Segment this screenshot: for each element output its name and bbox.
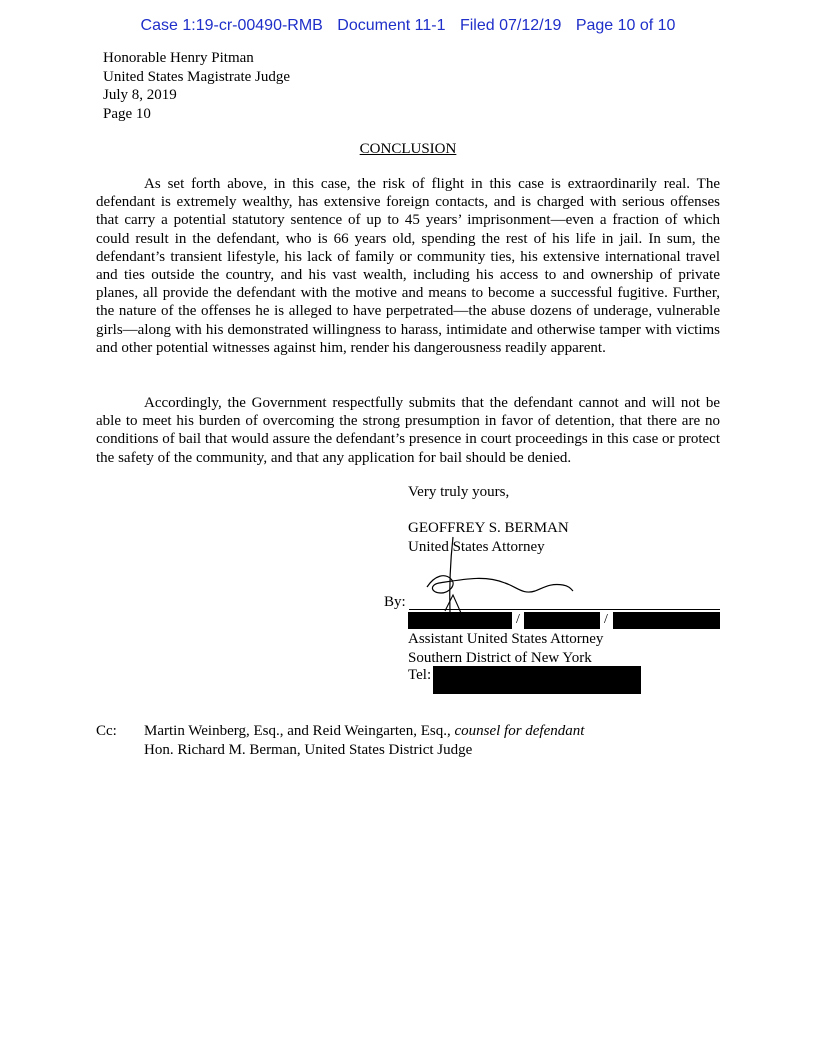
body-paragraph-1: As set forth above, in this case, the risk of flight in this case is extraordinarily real. The defendant is extremely wealthy, has extensive foreign contacts, and is charged with serious offenses that carry a potential statutory sentence of up to 45 years’ imprisonment—even a fraction of which could result in the defendant, who is 66 years old, spending the rest of his life in jail. In sum, the defendant’s transient lifestyle, his lack of family or community ties, his extensive international travel and ties outside the country, and his vast wealth, including his access to and ownership of private planes, all provide the defendant with the motive and means to become a successful fugitive. Further, the nature of the offenses he is alleged to have perpetrated—the abuse dozens of underage, vulnerable girls—along with his demonstrated willingness to harass, intimidate and otherwise tamper with victims and other potential witnesses against him, render his dangerousness readily apparent. [96, 176, 720, 356]
name-separator-2: / [604, 612, 608, 627]
addressee-block [103, 49, 290, 123]
signature-line [409, 609, 720, 610]
redaction-box-1 [408, 612, 512, 629]
name-separator-1: / [516, 612, 520, 627]
redaction-box-tel [433, 666, 641, 694]
addressee-title: United States Magistrate Judge [103, 68, 291, 85]
redaction-box-3 [613, 612, 720, 629]
section-heading: CONCLUSION [359, 141, 457, 157]
cc-recipient-1-names: Martin Weinberg, Esq., and Reid Weingarten, Esq., [144, 723, 455, 739]
signer-role: Assistant United States Attorney [408, 631, 604, 647]
page-count: Page 10 of 10 [575, 17, 676, 34]
document-number: Document 11-1 [337, 17, 446, 34]
filed-date: Filed 07/12/19 [459, 17, 562, 34]
addressee-name: Honorable Henry Pitman [103, 50, 254, 66]
cc-recipients [144, 722, 584, 760]
handwritten-signature [405, 535, 585, 615]
telephone-row [408, 667, 431, 684]
cc-recipient-1 [144, 722, 584, 741]
cc-label: Cc: [96, 723, 117, 739]
cc-recipient-2: Hon. Richard M. Berman, United States District Judge [144, 742, 473, 758]
signer-office: United States Attorney [408, 538, 545, 555]
by-label: By: [384, 594, 406, 610]
cc-recipient-1-role: counsel for defendant [454, 723, 585, 739]
signer-district: Southern District of New York [408, 649, 592, 666]
body-paragraph-2: Accordingly, the Government respectfully submits that the defendant cannot and will not be able to meet his burden of overcoming the strong presumption in favor of detention, that there are no conditions of bail that would assure the defendant’s presence in court proceedings in this case or protect the safety of the community, and that any application for bail should be denied. [96, 395, 720, 466]
letter-page: Page 10 [103, 105, 151, 122]
letter-date: July 8, 2019 [103, 87, 177, 103]
ecf-header-stamp [0, 17, 816, 35]
redaction-box-2 [524, 612, 600, 629]
signer-title-block [408, 630, 603, 667]
case-number: Case 1:19-cr-00490-RMB [140, 17, 323, 34]
tel-label: Tel: [408, 667, 432, 683]
closing-line: Very truly yours, [408, 484, 510, 500]
signer-name: GEOFFREY S. BERMAN [408, 520, 569, 536]
